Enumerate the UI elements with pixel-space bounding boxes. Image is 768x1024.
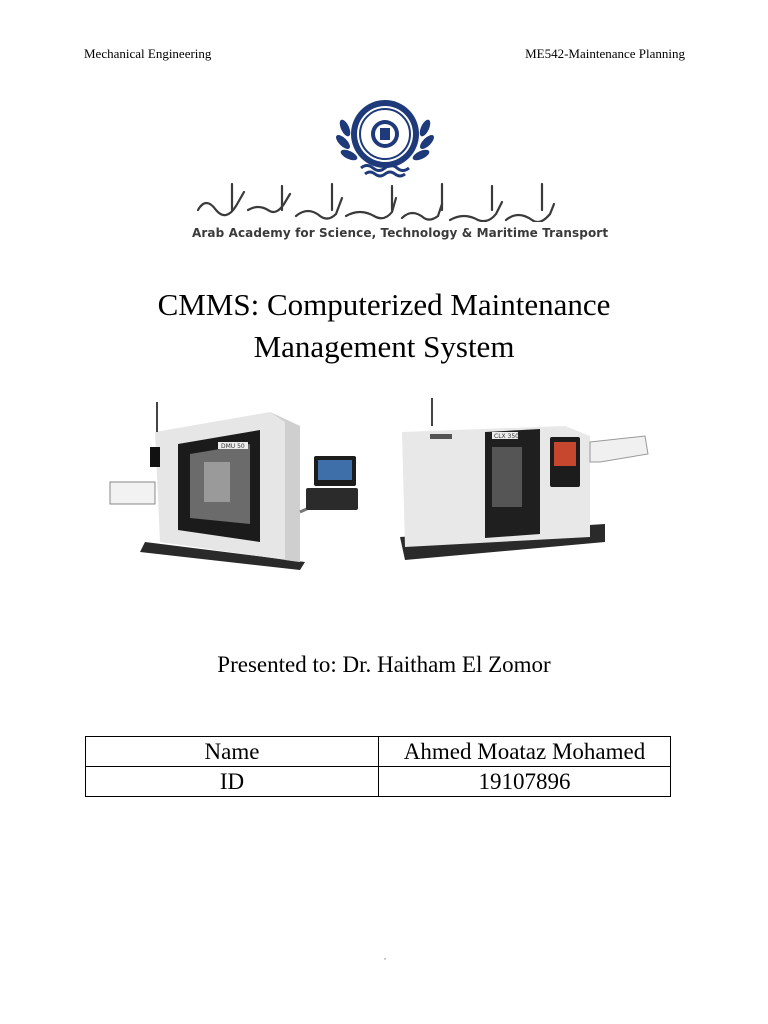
milling-machine-icon: [110, 402, 358, 570]
cnc-machines-image: [100, 392, 660, 582]
header-course-code: ME542-Maintenance Planning: [525, 46, 685, 61]
machine-left-label: DMU 50: [221, 443, 245, 450]
title-line-2: Management System: [253, 329, 515, 364]
header-course-dept: Mechanical Engineering: [84, 46, 212, 61]
name-label: Name: [86, 737, 379, 767]
title-line-1: CMMS: Computerized Maintenance: [157, 287, 611, 322]
name-value: Ahmed Moataz Mohamed: [379, 737, 671, 767]
machine-right-label: CLX 350: [494, 433, 520, 440]
id-value: 19107896: [379, 767, 671, 797]
academy-logo: [192, 92, 609, 248]
presented-to: Presented to: Dr. Haitham El Zomor: [217, 652, 551, 677]
document-title: [84, 284, 684, 368]
footer-mark: ,: [384, 952, 386, 961]
lathe-machine-icon: [400, 398, 648, 560]
academy-emblem-icon: [192, 92, 577, 222]
id-label: ID: [86, 767, 379, 797]
table-row: [86, 767, 671, 797]
student-info-table: [85, 736, 671, 797]
academy-english-name: Arab Academy for Science, Technology & Maritime Transport: [192, 226, 609, 240]
table-row: [86, 737, 671, 767]
